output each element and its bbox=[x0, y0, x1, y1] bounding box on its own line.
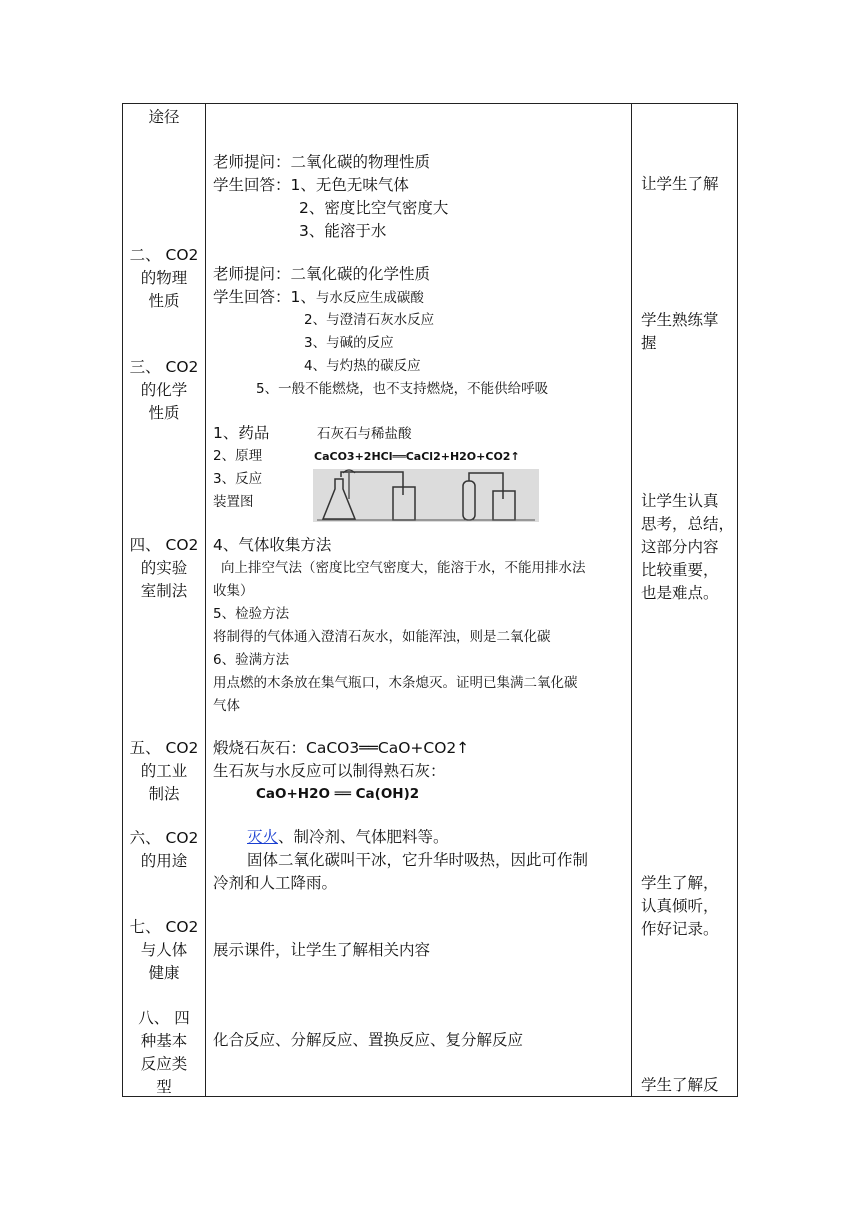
lesson-plan-table bbox=[122, 103, 738, 1097]
intent-note: 也是难点。 bbox=[641, 584, 719, 602]
section-heading: 与人体 bbox=[140, 941, 188, 959]
uses-line bbox=[247, 826, 449, 848]
intent-note: 作好记录。 bbox=[641, 920, 719, 938]
lab-item-value: 向上排空气法（密度比空气密度大，能溶于水，不能用排水法 bbox=[221, 560, 586, 576]
reaction-equation: CaCO3+2HCl══CaCl2+H2O+CO2↑ bbox=[314, 450, 520, 463]
student-answer: 5、一般不能燃烧，也不支持燃烧，不能供给呼吸 bbox=[256, 381, 549, 397]
fire-extinguishing-link[interactable]: 灭火 bbox=[247, 828, 279, 846]
industrial-equation: CaO+H2O ══ Ca(OH)2 bbox=[256, 786, 420, 802]
lab-item-value: 将制得的气体通入澄清石灰水，如能浑浊，则是二氧化碳 bbox=[213, 629, 551, 645]
section-heading: 健康 bbox=[148, 964, 180, 982]
section-heading: 性质 bbox=[148, 292, 180, 310]
section-heading: 八、 四 bbox=[138, 1009, 190, 1027]
intent-note: 让学生了解 bbox=[641, 175, 719, 193]
lab-item-label: 3、反应 bbox=[213, 471, 263, 487]
student-answer bbox=[213, 286, 424, 309]
industrial-text: 生石灰与水反应可以制得熟石灰： bbox=[213, 762, 446, 780]
section-heading: 的化学 bbox=[140, 381, 188, 399]
lab-item-value: 用点燃的木条放在集气瓶口，木条熄灭。证明已集满二氧化碳 bbox=[213, 675, 578, 691]
lab-item-value: 收集） bbox=[213, 583, 254, 599]
lab-item-label: 1、药品 bbox=[213, 424, 270, 442]
answer-text: 与水反应生成碳酸 bbox=[315, 290, 424, 306]
industrial-equation: 煅烧石灰石：CaCO3══CaO+CO2↑ bbox=[213, 739, 470, 757]
section-heading: 四、 CO2 bbox=[129, 536, 199, 554]
intent-note: 学生了解， bbox=[641, 874, 719, 892]
intent-note: 握 bbox=[641, 334, 657, 352]
section-heading: 反应类 bbox=[140, 1055, 188, 1073]
section-heading: 五、 CO2 bbox=[129, 739, 199, 757]
uses-text: 冷剂和人工降雨。 bbox=[213, 874, 338, 892]
intent-note: 思考，总结， bbox=[641, 515, 735, 533]
lab-item-value: 气体 bbox=[213, 698, 240, 714]
section-heading: 三、 CO2 bbox=[129, 358, 199, 376]
intent-note: 让学生认真 bbox=[641, 492, 719, 510]
teacher-question: 老师提问：二氧化碳的化学性质 bbox=[213, 265, 431, 283]
section-heading: 性质 bbox=[148, 404, 180, 422]
intent-note: 比较重要， bbox=[641, 561, 719, 579]
answer-lead: 学生回答：1、 bbox=[213, 288, 316, 306]
section-heading: 六、 CO2 bbox=[129, 829, 199, 847]
section-heading: 七、 CO2 bbox=[129, 918, 199, 936]
section-heading: 制法 bbox=[148, 785, 180, 803]
teacher-question: 老师提问：二氧化碳的物理性质 bbox=[213, 153, 431, 171]
section-heading: 的工业 bbox=[140, 762, 188, 780]
section-heading: 二、 CO2 bbox=[129, 246, 199, 264]
section-heading: 途径 bbox=[148, 108, 180, 126]
lab-item-value: 石灰石与稀盐酸 bbox=[317, 426, 412, 442]
lab-item-label: 4、气体收集方法 bbox=[213, 536, 332, 554]
uses-text: 、制冷剂、气体肥料等。 bbox=[278, 828, 449, 846]
section-heading: 的用途 bbox=[140, 852, 188, 870]
reactions-text: 化合反应、分解反应、置换反应、复分解反应 bbox=[213, 1031, 524, 1049]
intent-note: 认真倾听， bbox=[641, 897, 719, 915]
lab-item-label: 6、验满方法 bbox=[213, 652, 290, 668]
section-heading: 室制法 bbox=[140, 582, 188, 600]
lab-item-label: 2、原理 bbox=[213, 448, 263, 464]
section-heading: 种基本 bbox=[140, 1032, 188, 1050]
uses-text: 固体二氧化碳叫干冰，它升华时吸热，因此可作制 bbox=[247, 851, 589, 869]
health-text: 展示课件，让学生了解相关内容 bbox=[213, 941, 431, 959]
lab-item-label: 装置图 bbox=[213, 494, 254, 510]
intent-note: 学生了解反 bbox=[641, 1076, 719, 1094]
column-divider bbox=[631, 104, 632, 1096]
section-heading: 型 bbox=[156, 1078, 172, 1096]
student-answer: 4、与灼热的碳反应 bbox=[304, 358, 421, 374]
section-heading: 的实验 bbox=[140, 559, 188, 577]
intent-note: 这部分内容 bbox=[641, 538, 719, 556]
lab-item-label: 5、检验方法 bbox=[213, 606, 290, 622]
apparatus-diagram bbox=[313, 469, 539, 522]
student-answer: 2、密度比空气密度大 bbox=[299, 199, 449, 217]
student-answer: 3、与碱的反应 bbox=[304, 335, 394, 351]
section-heading: 的物理 bbox=[140, 269, 188, 287]
student-answer: 3、能溶于水 bbox=[299, 222, 387, 240]
column-divider bbox=[205, 104, 206, 1096]
student-answer: 2、与澄清石灰水反应 bbox=[304, 312, 435, 328]
intent-note: 学生熟练掌 bbox=[641, 311, 719, 329]
student-answer: 学生回答：1、无色无味气体 bbox=[213, 176, 409, 194]
